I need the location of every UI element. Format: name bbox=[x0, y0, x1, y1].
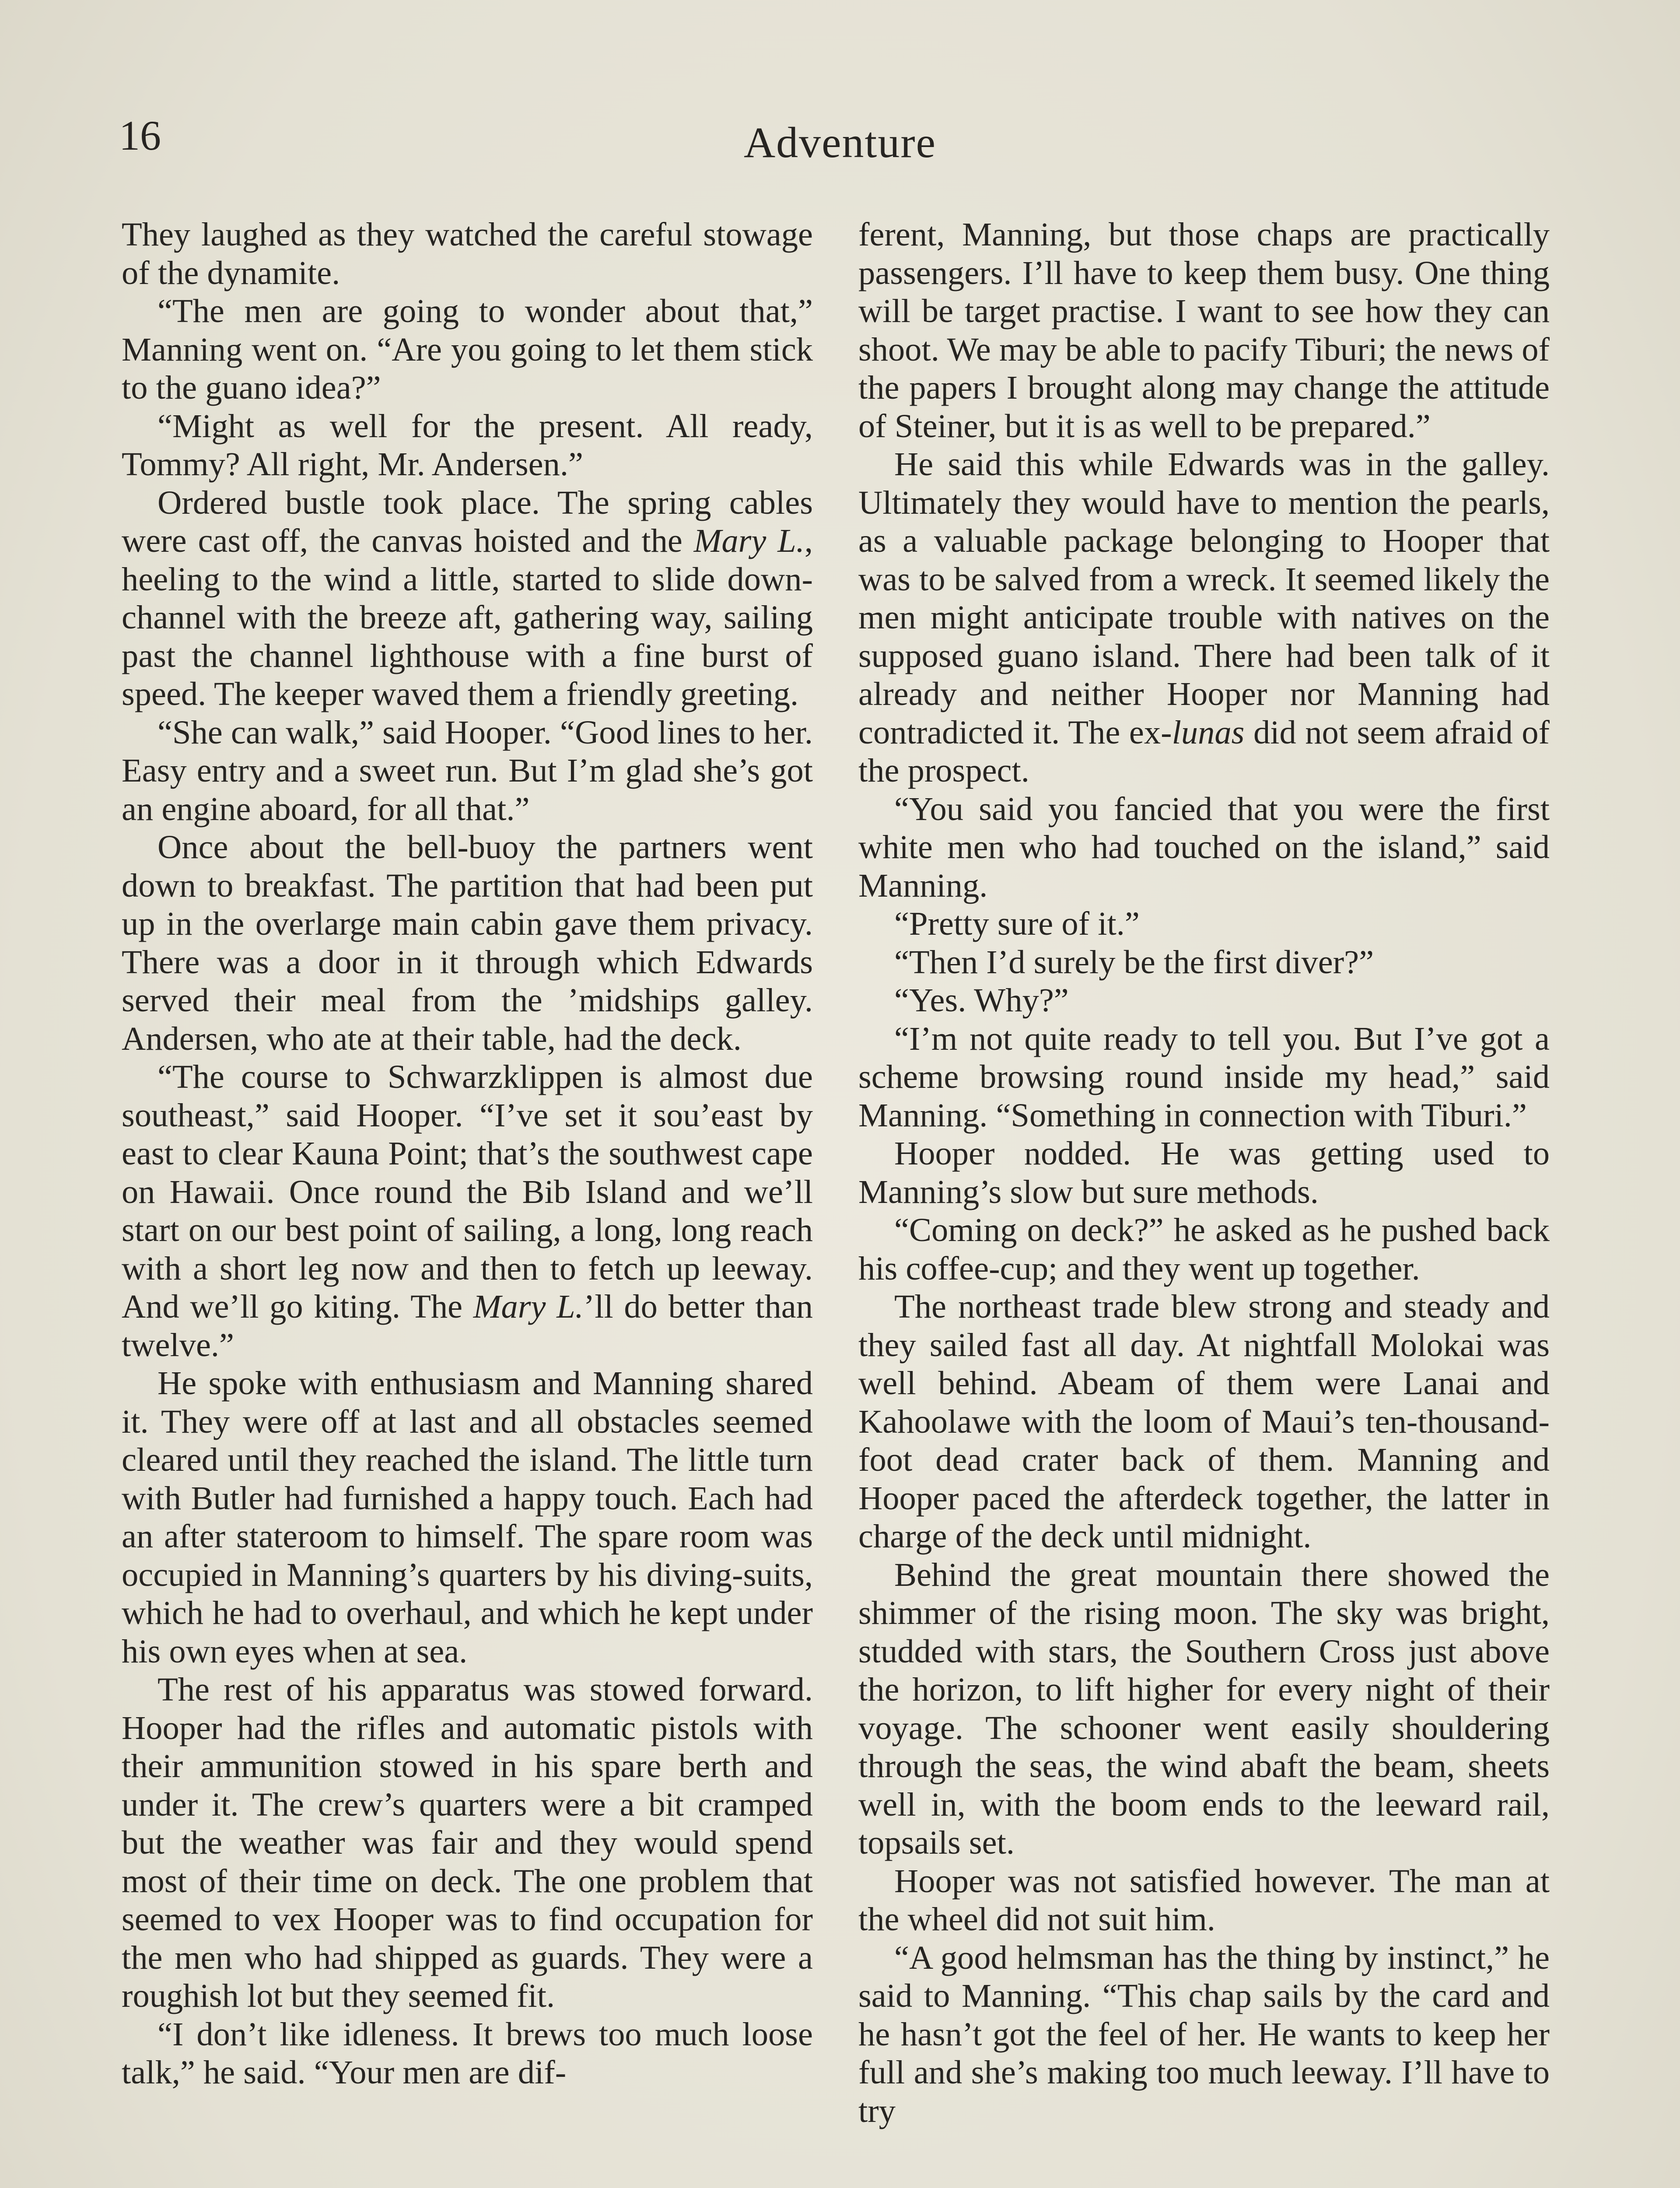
paragraph bbox=[858, 1020, 1550, 1135]
paragraph-text: “A good helmsman has the thing by instinct,” he said to Manning. “This chap sails by the card and he hasn’t got the feel of her. He wants to keep her full and she’s making too much leeway. I’ll have to try bbox=[858, 1939, 1550, 2129]
page-number: 16 bbox=[119, 112, 161, 159]
paragraph-text: “Yes. Why?” bbox=[894, 982, 1069, 1019]
paragraph bbox=[858, 445, 1550, 790]
left-text-column bbox=[122, 215, 813, 2092]
paragraph bbox=[122, 215, 813, 292]
paragraph-text: “Pretty sure of it.” bbox=[894, 905, 1140, 942]
paragraph-text: He spoke with enthusiasm and Manning shared it. They were off at last and all obstacles seemed cleared until they reached the island. The little turn with Butler had furnished a happy touch. Each had an after stateroom to himself. The spare room was occupied in Manning’s quarters by his diving-suits, which he had to overhaul, and which he kept under his own eyes when at sea. bbox=[122, 1364, 813, 1670]
paragraph-text: “I’m not quite ready to tell you. But I’ve got a scheme browsing round inside my head,” said Manning. “Something in connection with Tiburi.” bbox=[858, 1020, 1550, 1134]
paragraph bbox=[122, 407, 813, 484]
paragraph bbox=[122, 1670, 813, 2015]
paragraph bbox=[122, 292, 813, 407]
paragraph-text: They laughed as they watched the careful stowage of the dynamite. bbox=[122, 216, 813, 291]
paragraph-text: He said this while Edwards was in the galley. Ultimately they would have to mention the pearls, as a valuable package belonging to Hooper that was to be salved from a wreck. It seemed likely the men might anticipate trouble with natives on the supposed guano island. There had been talk of it already and neither Hooper nor Manning had contradicted it. The ex-lunas did not seem afraid of the prospect. bbox=[858, 445, 1550, 789]
paragraph-text: ferent, Manning, but those chaps are practically passengers. I’ll have to keep them busy. One thing will be target practise. I want to see how they can shoot. We may be able to pacify Tiburi; the news of the papers I brought along may change the attitude of Steiner, but it is as well to be prepared.” bbox=[858, 216, 1550, 445]
paragraph-text: Ordered bustle took place. The spring cables were cast off, the canvas hoisted and the Mary L., heeling to the wind a little, started to slide down-channel with the breeze aft, gathering way, sailing past the channel lighthouse with a fine burst of speed. The keeper waved them a friendly greeting. bbox=[122, 484, 813, 712]
right-text-column bbox=[858, 215, 1550, 2130]
paragraph-text: Hooper was not satisfied however. The man at the wheel did not suit him. bbox=[858, 1862, 1550, 1938]
paragraph-text: “She can walk,” said Hooper. “Good lines to her. Easy entry and a sweet run. But I’m glad she’s got an engine aboard, for all that.” bbox=[122, 713, 813, 828]
paragraph bbox=[858, 905, 1550, 943]
paragraph-text: “The course to Schwarzklippen is almost due southeast,” said Hooper. “I’ve set it sou’east by east to clear Kauna Point; that’s the southwest cape on Hawaii. Once round the Bib Island and we’ll start on our best point of sailing, a long, long reach with a short leg now and then to fetch up leeway. And we’ll go kiting. The Mary L.’ll do better than twelve.” bbox=[122, 1058, 813, 1364]
paragraph-text: “Might as well for the present. All ready, Tommy? All right, Mr. Andersen.” bbox=[122, 407, 813, 483]
paragraph-text: The rest of his apparatus was stowed forward. Hooper had the rifles and automatic pistols with their ammunition stowed in his spare berth and under it. The crew’s quarters were a bit cramped but the weather was fair and they would spend most of their time on deck. The one problem that seemed to vex Hooper was to find occupation for the men who had shipped as guards. They were a roughish lot but they seemed fit. bbox=[122, 1671, 813, 2014]
paragraph bbox=[858, 943, 1550, 982]
paragraph bbox=[122, 484, 813, 713]
paragraph bbox=[122, 1058, 813, 1364]
paragraph bbox=[858, 215, 1550, 445]
paragraph-text: The northeast trade blew strong and steady and they sailed fast all day. At nightfall Molokai was well behind. Abeam of them were Lanai and Kahoolawe with the loom of Maui’s ten-thousand-foot dead crater back of them. Manning and Hooper paced the afterdeck together, the latter in charge of the deck until midnight. bbox=[858, 1288, 1550, 1555]
paragraph bbox=[858, 1211, 1550, 1287]
running-head-title: Adventure bbox=[743, 118, 937, 167]
paragraph bbox=[858, 790, 1550, 905]
paragraph-text: “I don’t like idleness. It brews too much loose talk,” he said. “Your men are dif- bbox=[122, 2015, 813, 2091]
paragraph bbox=[858, 1134, 1550, 1211]
paragraph-text: “You said you fancied that you were the first white men who had touched on the island,” said Manning. bbox=[858, 790, 1550, 904]
paragraph bbox=[122, 713, 813, 828]
paragraph bbox=[122, 2015, 813, 2092]
paragraph-text: Behind the great mountain there showed the shimmer of the rising moon. The sky was bright, studded with stars, the Southern Cross just above the horizon, to lift higher for every night of their voyage. The schooner went easily shouldering through the seas, the wind abaft the beam, sheets well in, with the boom ends to the leeward rail, topsails set. bbox=[858, 1556, 1550, 1861]
paragraph bbox=[858, 1556, 1550, 1862]
paragraph bbox=[858, 1862, 1550, 1939]
paragraph-text: “The men are going to wonder about that,” Manning went on. “Are you going to let them stick to the guano idea?” bbox=[122, 292, 813, 406]
paragraph-text: Once about the bell-buoy the partners went down to breakfast. The partition that had been put up in the overlarge main cabin gave them privacy. There was a door in it through which Edwards served their meal from the ’midships galley. Andersen, who ate at their table, had the deck. bbox=[122, 828, 813, 1057]
paragraph-text: “Coming on deck?” he asked as he pushed back his coffee-cup; and they went up together. bbox=[858, 1211, 1550, 1287]
paragraph bbox=[122, 828, 813, 1058]
paragraph bbox=[858, 1939, 1550, 2130]
paragraph-text: “Then I’d surely be the first diver?” bbox=[894, 943, 1374, 981]
paragraph bbox=[858, 981, 1550, 1020]
paragraph bbox=[122, 1364, 813, 1670]
paragraph bbox=[858, 1287, 1550, 1556]
paragraph-text: Hooper nodded. He was getting used to Manning’s slow but sure methods. bbox=[858, 1135, 1550, 1210]
